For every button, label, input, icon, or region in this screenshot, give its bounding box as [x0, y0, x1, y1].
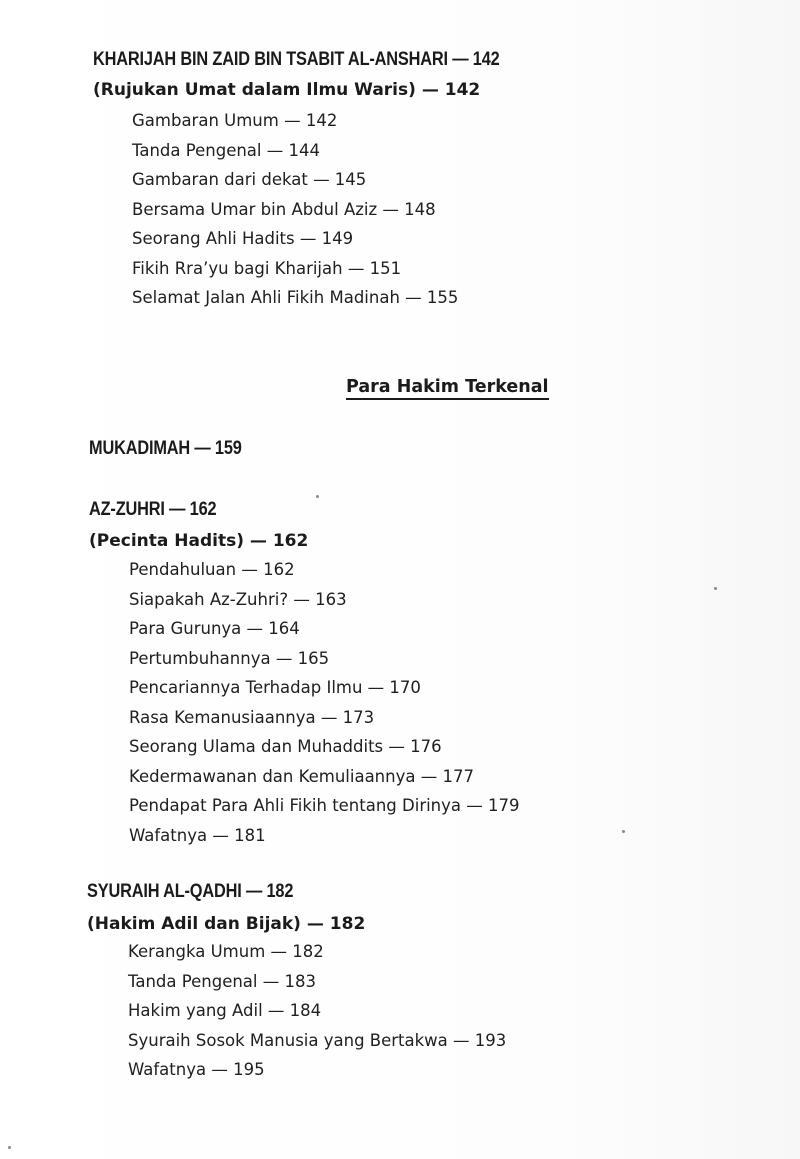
scan-speck [714, 587, 717, 590]
toc-entry-list [128, 937, 800, 1085]
toc-entry: Selamat Jalan Ahli Fikih Madinah — 155 [132, 288, 459, 307]
toc-entry: Pencariannya Terhadap Ilmu — 170 [129, 678, 421, 697]
toc-entry: Gambaran Umum — 142 [132, 111, 338, 130]
scan-speck [316, 495, 319, 498]
toc-entry-list [129, 555, 800, 850]
section-heading: SYURAIH AL-QADHI — 182 [87, 881, 294, 902]
section-subtitle: (Hakim Adil dan Bijak) — 182 [87, 914, 366, 934]
toc-entry-list [132, 106, 800, 313]
scan-speck [8, 1146, 11, 1149]
toc-entry: Gambaran dari dekat — 145 [132, 170, 367, 189]
toc-entry: Pertumbuhannya — 165 [129, 648, 330, 668]
toc-section-syuraih [0, 880, 800, 1085]
toc-entry: Para Gurunya — 164 [129, 619, 300, 638]
toc-entry: Kerangka Umum — 182 [128, 942, 324, 961]
toc-entry: Seorang Ulama dan Muhaddits — 176 [129, 737, 442, 756]
part-title: Para Hakim Terkenal [346, 377, 549, 400]
toc-entry: Seorang Ahli Hadits — 149 [132, 229, 354, 248]
toc-entry: Bersama Umar bin Abdul Aziz — 148 [132, 199, 436, 219]
toc-entry: Pendahuluan — 162 [129, 560, 295, 579]
toc-section-mukadimah [0, 437, 800, 461]
toc-entry: Hakim yang Adil — 184 [128, 1001, 322, 1020]
toc-entry: Siapakah Az-Zuhri? — 163 [129, 589, 347, 609]
section-heading: KHARIJAH BIN ZAID BIN TSABIT AL-ANSHARI — 142 [93, 49, 500, 70]
toc-entry: Wafatnya — 181 [129, 825, 266, 845]
section-heading: MUKADIMAH — 159 [89, 438, 242, 459]
toc-entry: Tanda Pengenal — 144 [132, 140, 320, 160]
toc-entry: Syuraih Sosok Manusia yang Bertakwa — 193 [128, 1030, 507, 1050]
section-subtitle: (Pecinta Hadits) — 162 [89, 531, 309, 551]
toc-entry: Tanda Pengenal — 183 [128, 971, 316, 991]
toc-entry: Rasa Kemanusiaannya — 173 [129, 707, 375, 727]
toc-entry: Pendapat Para Ahli Fikih tentang Dirinya — 179 [129, 796, 520, 815]
toc-entry: Kedermawanan dan Kemuliaannya — 177 [129, 766, 474, 786]
toc-entry: Fikih Rra’yu bagi Kharijah — 151 [132, 258, 402, 278]
section-subtitle: (Rujukan Umat dalam Ilmu Waris) — 142 [93, 80, 481, 100]
toc-section-kharijah [0, 48, 800, 313]
toc-entry: Wafatnya — 195 [128, 1060, 265, 1079]
section-heading: AZ-ZUHRI — 162 [89, 499, 217, 520]
scan-speck [622, 830, 625, 833]
toc-section-azzuhri [0, 498, 800, 850]
